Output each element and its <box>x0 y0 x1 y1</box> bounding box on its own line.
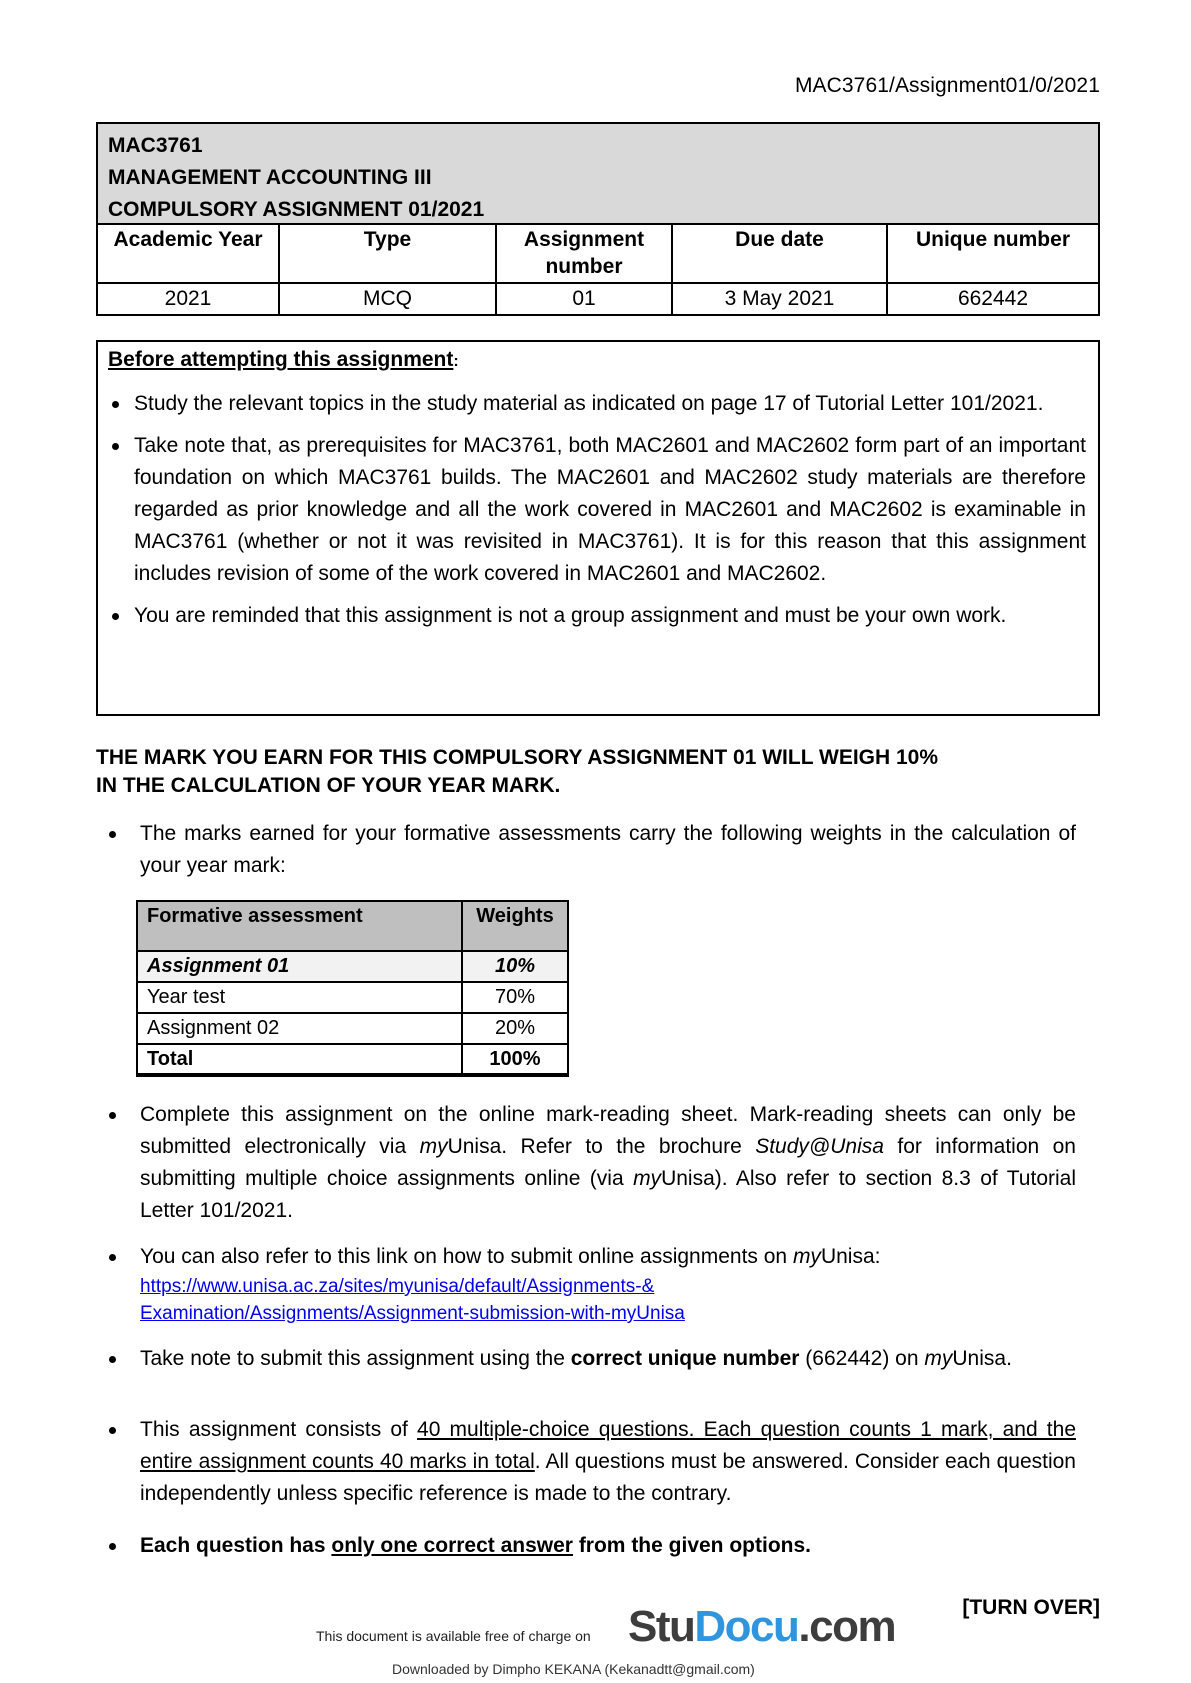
col-academic-year: Academic Year <box>98 225 279 283</box>
list-item: Take note that, as prerequisites for MAC3761, both MAC2601 and MAC2602 form part of an important foundation on which MAC3761 builds. The MAC2601 and MAC2602 study materials are therefore regarded as prior knowledge and all the work covered in MAC2601 and MAC2602 is examinable in MAC3761 (whether or not it was revisited in MAC3761). It is for this reason that this assignment includes revision of some of the work covered in MAC2601 and MAC2602. <box>108 430 1086 590</box>
bullet-icon <box>112 401 119 408</box>
course-code: MAC3761 <box>108 134 203 157</box>
assignment-info-table <box>96 122 1100 316</box>
type-value: MCQ <box>279 283 496 314</box>
list-item-one-answer: Each question has only one correct answer from the given options. <box>96 1530 1076 1562</box>
bullet-icon <box>109 1427 116 1434</box>
weights-table <box>136 900 569 1077</box>
bullet-icon <box>112 613 119 620</box>
unique-number-value: 662442 <box>957 287 1029 310</box>
downloaded-by-notice: Downloaded by Dimpho KEKANA (Kekanadtt@gmail.com) <box>392 1661 755 1677</box>
weight-heading: THE MARK YOU EARN FOR THIS COMPULSORY ASSIGNMENT 01 WILL WEIGH 10% IN THE CALCULATION OF YOUR YEAR MARK. <box>96 746 939 797</box>
bullet-icon <box>109 1254 116 1261</box>
before-attempting-title: Before attempting this assignment: <box>108 348 459 371</box>
studocu-logo[interactable]: StuDocu.com <box>628 1602 896 1651</box>
weights-header-row <box>137 901 568 951</box>
list-item-submission-link: You can also refer to this link on how to submit online assignments on myUnisa: https://www.unisa.ac.za/sites/myunisa/default/Assignments-& Examination/Assignments/Assignment-submission-with-myUnisa <box>96 1241 1076 1327</box>
list-item-weights-intro: The marks earned for your formative assessments carry the following weights in the calculation of your year mark: <box>96 818 1076 882</box>
bullet-icon <box>109 1543 116 1550</box>
availability-notice: This document is available free of charge on <box>316 1628 591 1644</box>
before-attempting-box <box>96 340 1100 716</box>
list-item: Study the relevant topics in the study material as indicated on page 17 of Tutorial Letter 101/2021. <box>108 388 1086 420</box>
assignment-number-value: 01 <box>496 283 672 314</box>
submission-link[interactable]: https://www.unisa.ac.za/sites/myunisa/default/Assignments-& Examination/Assignments/Assignment-submission-with-myUnisa <box>140 1276 685 1324</box>
document-reference: MAC3761/Assignment01/0/2021 <box>794 74 1100 97</box>
academic-year-value: 2021 <box>98 283 279 314</box>
table-row-total: Total 100% <box>137 1044 568 1075</box>
table-row: Year test 70% <box>137 982 568 1013</box>
col-unique-number: Unique number <box>887 225 1098 283</box>
info-header-row <box>98 225 1098 283</box>
bullet-icon <box>112 443 119 450</box>
list-item: You are reminded that this assignment is not a group assignment and must be your own work. <box>108 600 1086 632</box>
list-item-consists-of: This assignment consists of 40 multiple-choice questions. Each question counts 1 mark, and the entire assignment counts 40 marks in total. All questions must be answered. Consider each question independently unless specific reference is made to the contrary. <box>96 1414 1076 1510</box>
col-due-date: Due date <box>672 225 887 283</box>
list-item-unique-number: Take note to submit this assignment using the correct unique number (662442) on myUnisa. <box>96 1343 1076 1375</box>
list-item-complete-online: Complete this assignment on the online mark-reading sheet. Mark-reading sheets can only be submitted electronically via myUnisa. Refer to the brochure Study@Unisa for information on submitting multiple choice assignments online (via myUnisa). Also refer to section 8.3 of Tutorial Letter 101/2021. <box>96 1099 1076 1227</box>
before-attempting-list <box>108 388 1086 632</box>
course-title-block <box>98 124 1098 225</box>
table-row: Assignment 01 10% <box>137 951 568 982</box>
col-formative-assessment: Formative assessment <box>137 901 462 951</box>
table-row: Assignment 02 20% <box>137 1013 568 1044</box>
bullet-icon <box>109 831 116 838</box>
bullet-icon <box>109 1356 116 1363</box>
col-weights: Weights <box>462 901 568 951</box>
bullet-icon <box>109 1112 116 1119</box>
due-date-value: 3 May 2021 <box>672 283 887 314</box>
col-assignment-number: Assignment number <box>496 225 672 283</box>
assignment-title: COMPULSORY ASSIGNMENT 01/2021 <box>108 198 485 221</box>
col-type: Type <box>279 225 496 283</box>
course-name: MANAGEMENT ACCOUNTING III <box>108 166 432 189</box>
turn-over-label: [TURN OVER] <box>962 1596 1100 1619</box>
info-value-row <box>98 283 1098 314</box>
